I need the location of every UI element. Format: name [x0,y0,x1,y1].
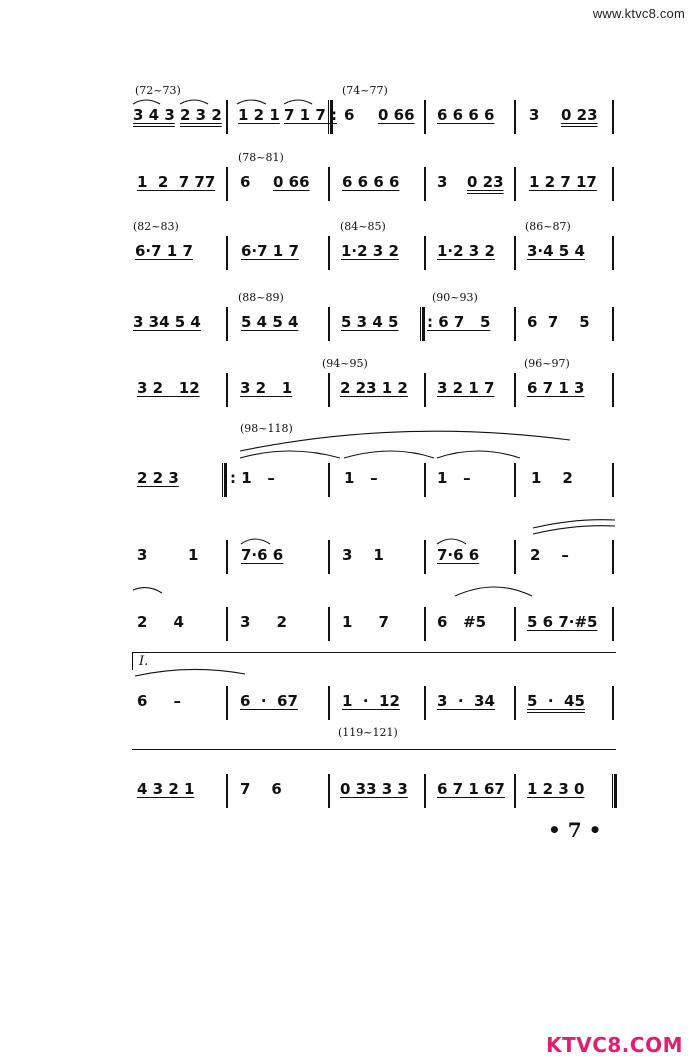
barline [612,607,614,641]
score-line-10 [0,726,699,820]
barline [514,607,516,641]
note-group: 5 6 7·#5 [527,613,598,631]
measure-range-label: (98~118) [240,422,293,435]
barline [424,463,426,497]
barline [424,236,426,270]
barline [328,307,330,341]
note-group: 0 23 [467,173,504,191]
barline [424,540,426,574]
note-group: 1 2 [531,469,573,487]
section-line [132,749,616,750]
note-group: 6·7 1 7 [241,242,299,260]
note-group: 2 4 [137,613,184,631]
barline [612,307,614,341]
note-group: 1 7 [342,613,389,631]
note-group: 6 7 1 67 [437,780,505,798]
note-group: 2 – [530,546,569,564]
barline [328,607,330,641]
barline [612,373,614,407]
barline [328,686,330,720]
note-group: 6 #5 [437,613,487,631]
note-group: 7 6 [240,780,282,798]
note-group: 1 2 7 77 [137,173,216,191]
double-barline [420,307,425,341]
score-line-5 [0,359,699,419]
note-group: 5 3 4 5 [341,313,399,331]
measure-range-label: (86~87) [525,220,571,233]
score-line-7 [0,526,699,586]
barline [226,540,228,574]
measure-range-label: (82~83) [133,220,179,233]
barline [514,463,516,497]
note-group: 6 [344,106,355,124]
measure-range-label: (78~81) [238,151,284,164]
barline [424,100,426,134]
note-group: 6 · 67 [240,692,298,710]
note-group: 2 2 3 [137,469,179,487]
note-group: 1 2 7 17 [529,173,597,191]
note-group: 1 · 12 [342,692,400,710]
note-group: 3 2 12 [137,379,200,397]
barline [226,373,228,407]
barline [514,686,516,720]
barline [226,167,228,201]
volta-bracket [132,652,133,670]
barline [612,463,614,497]
barline [328,540,330,574]
note-group: 3 2 [240,613,287,631]
barline [514,307,516,341]
note-group: 2 23 1 2 [340,379,408,397]
note-group: 7 1 7 : [284,106,337,124]
barline [424,607,426,641]
barline [514,540,516,574]
barline [612,686,614,720]
note-group: 7·6 6 [241,546,284,564]
note-group: 1 – [344,469,378,487]
watermark-bottom: KTVC8.COM [546,1033,683,1057]
measure-range-label: (96~97) [524,357,570,370]
note-group: 1 – [437,469,471,487]
note-group: 6 6 6 6 [437,106,495,124]
barline [226,774,228,808]
note-group: 6 7 1 3 [527,379,585,397]
measure-range-label: (74~77) [342,84,388,97]
barline [424,167,426,201]
barline [424,774,426,808]
note-group: 3 2 1 [240,379,293,397]
barline [424,686,426,720]
score-line-4 [0,293,699,353]
barline [612,540,614,574]
note-group: 3 · 34 [437,692,495,710]
note-group: 0 23 [561,106,598,124]
note-group: 1·2 3 2 [341,242,399,260]
note-group: 6 [240,173,251,191]
measure-range-label: (84~85) [340,220,386,233]
score-line-1 [0,86,699,146]
barline [514,774,516,808]
barline [328,774,330,808]
barline [226,686,228,720]
barline [514,167,516,201]
note-group: 1 2 3 0 [527,780,585,798]
note-group: 4 3 2 1 [137,780,195,798]
note-group: 6 6 6 6 [342,173,400,191]
measure-range-label: (94~95) [322,357,368,370]
note-group: 0 66 [378,106,415,124]
watermark-top: www.ktvc8.com [592,6,685,21]
barline [328,167,330,201]
barline [226,236,228,270]
note-group: 1 [188,546,199,564]
note-group: 5 · 45 [527,692,585,710]
barline [328,463,330,497]
note-group: 7·6 6 [437,546,480,564]
note-group: 0 33 3 3 [340,780,408,798]
note-group: 6 – [137,692,182,710]
note-group: 3 [529,106,540,124]
score-line-9 [0,672,699,732]
double-barline [612,774,617,808]
score-line-8 [0,593,699,653]
note-group: 6 7 5 [527,313,590,331]
note-group: 0 66 [273,173,310,191]
note-group: 3 4 3 [133,106,175,124]
score-line-6 [0,422,699,509]
measure-range-label: (90~93) [432,291,478,304]
measure-range-label: (119~121) [338,726,398,739]
volta-line [132,652,616,653]
barline [328,373,330,407]
note-group: 1 2 1 [238,106,280,124]
barline [226,100,228,134]
score-line-3 [0,222,699,282]
barline [612,100,614,134]
note-group: : 6 7 5 [427,313,491,331]
score-line-2 [0,153,699,213]
barline [612,167,614,201]
barline [424,373,426,407]
note-group: 1·2 3 2 [437,242,495,260]
measure-range-label: (88~89) [238,291,284,304]
barline [328,236,330,270]
barline [514,373,516,407]
barline [226,307,228,341]
note-group: : 1 – [230,469,275,487]
note-group: 3 [137,546,148,564]
page-number: • 7 • [548,818,602,842]
barline [226,607,228,641]
volta-label: I. [139,654,149,669]
note-group: 3 2 1 7 [437,379,495,397]
note-group: 3 1 [342,546,384,564]
barline [514,236,516,270]
note-group: 2 3 2 [180,106,222,124]
note-group: 3·4 5 4 [527,242,585,260]
barline [612,236,614,270]
double-barline [222,463,227,497]
barline [514,100,516,134]
note-group: 3 [437,173,448,191]
note-group: 6·7 1 7 [135,242,193,260]
note-group: 3 34 5 4 [133,313,201,331]
measure-range-label: (72~73) [135,84,181,97]
note-group: 5 4 5 4 [241,313,299,331]
